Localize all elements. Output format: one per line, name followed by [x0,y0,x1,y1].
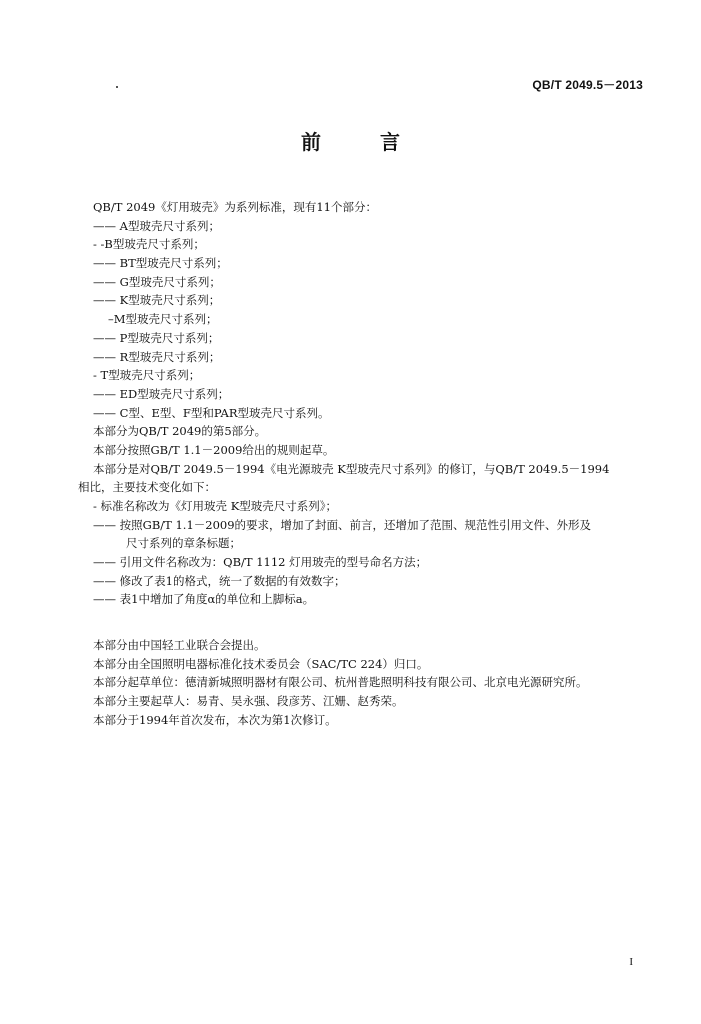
part-item: - T型玻壳尺寸系列； [93,368,201,383]
body-text [78,198,644,609]
paragraph: 本部分由全国照明电器标准化技术委员会（SAC/TC 224）归口。 [93,656,429,671]
change-item: - 标准名称改为《灯用玻壳 K型玻壳尺寸系列》； [93,499,338,513]
change-item: —— 引用文件名称改为：QB/T 1112 灯用玻壳的型号命名方法； [93,555,428,570]
part-item: —— G型玻壳尺寸系列； [93,274,221,289]
intro-paragraph: QB/T 2049《灯用玻壳》为系列标准，现有11个部分： [93,200,377,214]
part-item: —— A型玻壳尺寸系列； [93,218,220,233]
document-code: QB/T 2049.5－2013 [532,78,643,92]
footer-paragraphs [78,636,644,729]
paragraph: 本部分起草单位：德清新城照明器材有限公司、杭州普匙照明科技有限公司、北京电光源研究所。 [93,675,588,690]
page-number: I [629,956,633,968]
part-item: - -B型玻壳尺寸系列； [93,237,205,252]
paragraph: 本部分于1994年首次发布，本次为第1次修订。 [93,712,337,727]
page-title: 前 言 [301,130,426,154]
paragraph: 本部分为QB/T 2049的第5部分。 [93,424,267,439]
change-item: —— 修改了表1的格式，统一了数据的有效数字； [93,573,346,588]
change-item: —— 表1中增加了角度α的单位和上脚标a。 [93,592,315,607]
change-item: —— 按照GB/T 1.1－2009的要求，增加了封面、前言，还增加了范围、规范性引用文件、外形及 [93,517,592,532]
change-item-continuation: 尺寸系列的章条标题； [126,536,241,551]
stray-dot [116,86,118,88]
part-item: –M型玻壳尺寸系列； [108,312,218,327]
paragraph-continuation: 相比，主要技术变化如下： [78,480,216,495]
part-item: —— P型玻壳尺寸系列； [93,330,220,345]
paragraph: 本部分是对QB/T 2049.5－1994《电光源玻壳 K型玻壳尺寸系列》的修订，与QB/T 2049.5－1994 [93,461,610,476]
paragraph: 本部分由中国轻工业联合会提出。 [93,638,266,652]
part-item: —— BT型玻壳尺寸系列； [93,256,228,271]
part-item: —— ED型玻壳尺寸系列； [93,386,230,401]
part-item: —— R型玻壳尺寸系列； [93,349,221,364]
paragraph: 本部分按照GB/T 1.1－2009给出的规则起草。 [93,442,335,457]
part-item: —— K型玻壳尺寸系列； [93,293,221,308]
part-item: —— C型、E型、F型和PAR型玻壳尺寸系列。 [93,405,330,420]
paragraph: 本部分主要起草人：易青、吴永强、段彦芳、江姗、赵秀荣。 [93,694,404,709]
